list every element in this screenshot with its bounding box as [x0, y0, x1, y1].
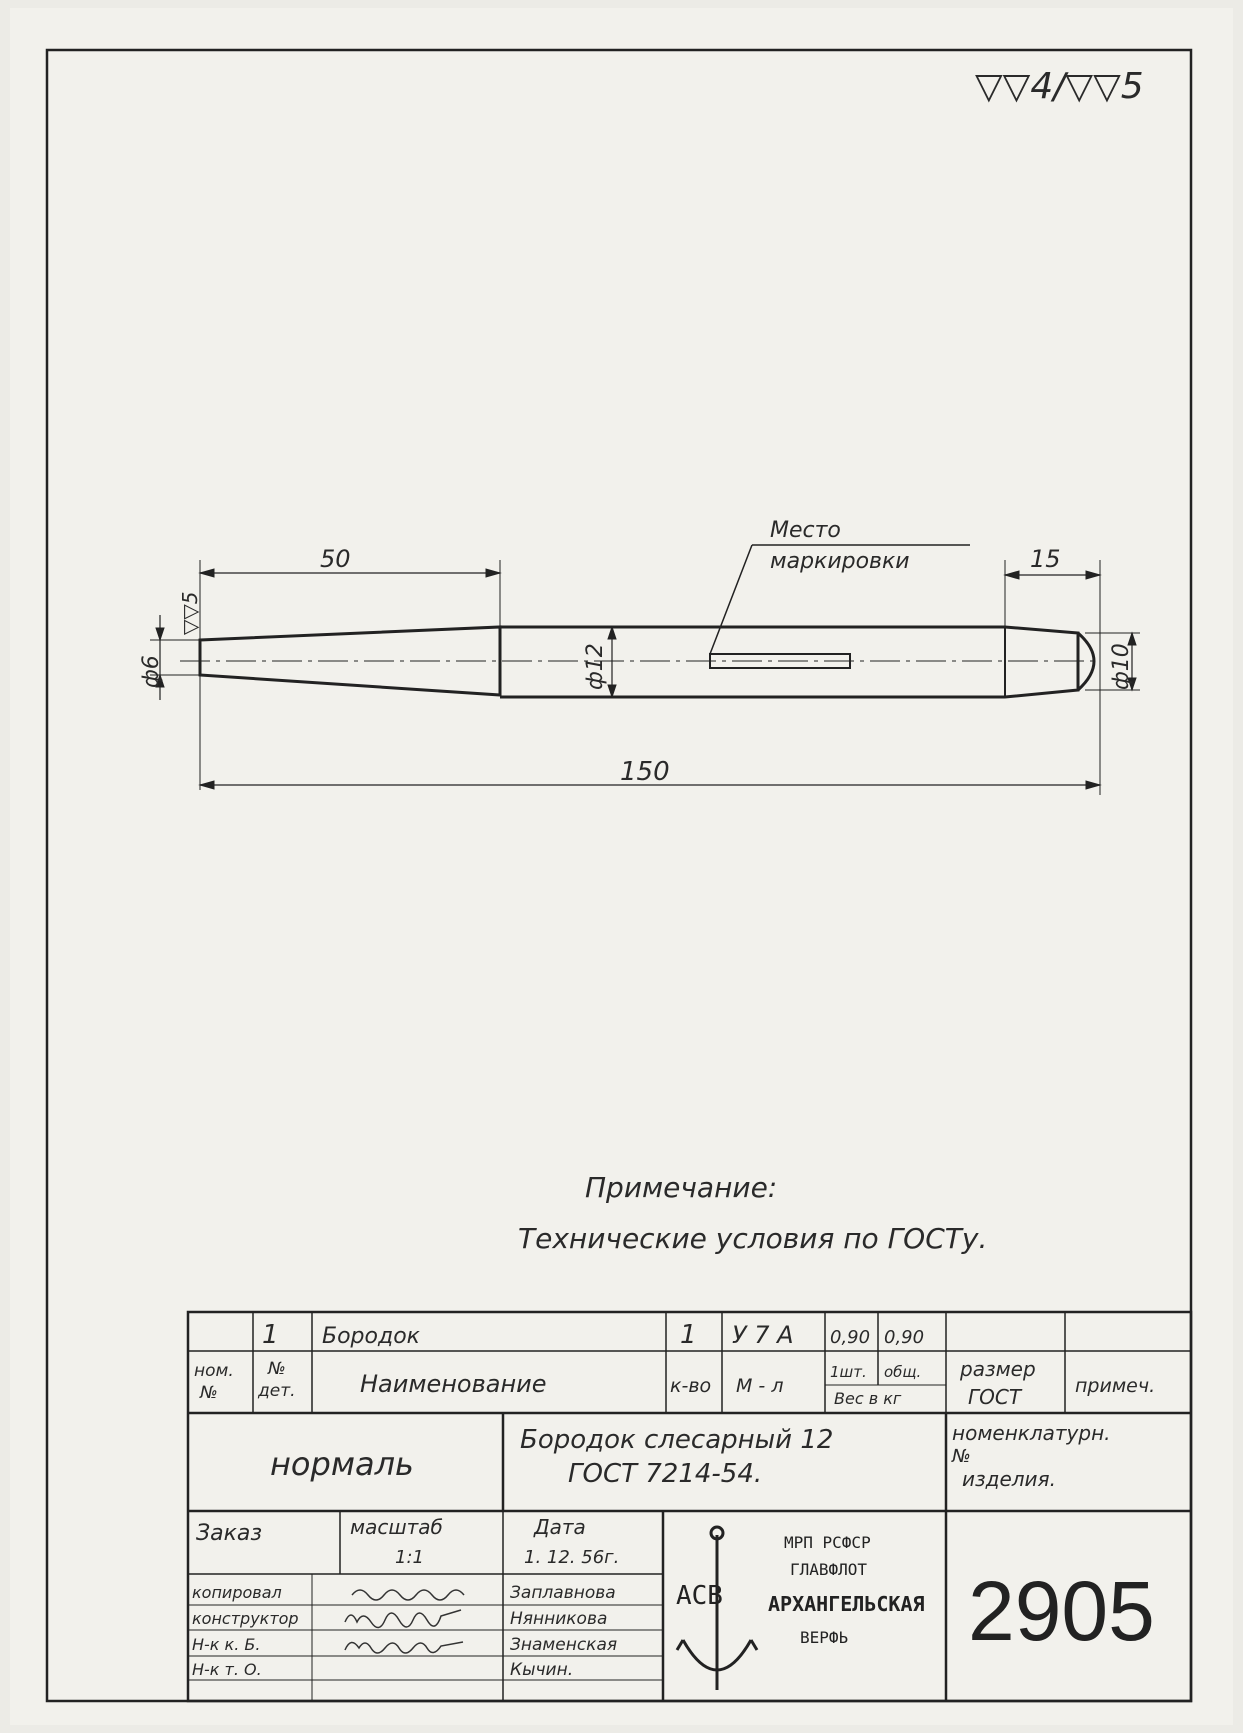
tb-name-0: Заплавнова: [510, 1583, 616, 1603]
tb-name-2: Знаменская: [510, 1635, 618, 1655]
tb-hdr-razmer: размер: [960, 1357, 1036, 1381]
tb-masshtab: масштаб: [350, 1515, 443, 1539]
marking-label-1: Место: [770, 518, 841, 543]
dim-text-15: 15: [1030, 545, 1061, 573]
tb-nomen-3: изделия.: [962, 1467, 1056, 1491]
tb-hdr-gost: ГОСТ: [968, 1385, 1022, 1409]
tb-data-label: Дата: [534, 1515, 586, 1539]
dim-text-dia10: ф10: [1109, 643, 1134, 690]
roughness-symbol: ▽▽4/▽▽5: [975, 66, 1144, 107]
tb-row1-material: У 7 А: [732, 1321, 794, 1349]
note-text: Технические условия по ГОСТу.: [518, 1222, 988, 1255]
roughness-local: ▽▽5: [178, 591, 202, 635]
tb-row1-qty: 1: [680, 1320, 697, 1350]
logo-letters: АСВ: [676, 1581, 723, 1611]
tb-name-1: Нянникова: [510, 1609, 608, 1629]
tb-product-1: Бородок слесарный 12: [520, 1425, 834, 1455]
tb-nomen-1: номенклатурн.: [952, 1421, 1111, 1445]
tb-product-2: ГОСТ 7214-54.: [568, 1459, 763, 1489]
tb-hdr-nom2: №: [200, 1383, 218, 1403]
tb-row1-name: Бородок: [322, 1324, 420, 1349]
tb-role-2: Н-к к. Б.: [192, 1635, 261, 1654]
tb-row1-weight-one: 0,90: [830, 1327, 871, 1348]
tb-row1-weight-total: 0,90: [884, 1327, 925, 1348]
tb-hdr-det2: дет.: [258, 1381, 296, 1401]
tb-normal: нормаль: [270, 1445, 414, 1483]
dim-text-dia12: ф12: [583, 643, 608, 690]
org-line2: ГЛАВФЛОТ: [790, 1560, 868, 1579]
tb-hdr-material: М - л: [736, 1375, 784, 1397]
tb-role-3: Н-к т. О.: [192, 1660, 262, 1679]
tb-hdr-ves: Вес в кг: [834, 1389, 902, 1408]
tb-hdr-obsh: общ.: [884, 1363, 922, 1381]
tb-hdr-primech: примеч.: [1075, 1375, 1156, 1397]
org-line4: ВЕРФЬ: [800, 1628, 849, 1647]
org-line3: АРХАНГЕЛЬСКАЯ: [768, 1592, 925, 1616]
tb-hdr-qty: к-во: [670, 1375, 712, 1397]
tb-zakaz: Заказ: [196, 1521, 263, 1546]
tb-role-1: конструктор: [192, 1609, 299, 1628]
tb-date: 1. 12. 56г.: [524, 1547, 620, 1568]
tb-role-0: копировал: [192, 1583, 282, 1602]
sheet-number: 2905: [968, 1564, 1155, 1658]
tb-hdr-sht: 1шт.: [830, 1363, 867, 1381]
tb-nomen-2: №: [952, 1446, 971, 1467]
dim-text-dia6: ф6: [139, 655, 164, 688]
dim-text-150: 150: [620, 757, 670, 787]
org-line1: МРП РСФСР: [784, 1533, 871, 1552]
marking-label-2: маркировки: [770, 549, 910, 574]
tb-hdr-det: №: [268, 1359, 286, 1379]
tb-hdr-name: Наименование: [360, 1370, 547, 1398]
tb-row1-pos: 1: [262, 1320, 279, 1350]
dim-text-50: 50: [320, 545, 351, 573]
note-title: Примечание:: [585, 1171, 778, 1204]
tb-scale: 1:1: [395, 1547, 424, 1568]
tb-hdr-nom: ном.: [194, 1361, 234, 1381]
tb-name-3: Кычин.: [510, 1660, 574, 1680]
